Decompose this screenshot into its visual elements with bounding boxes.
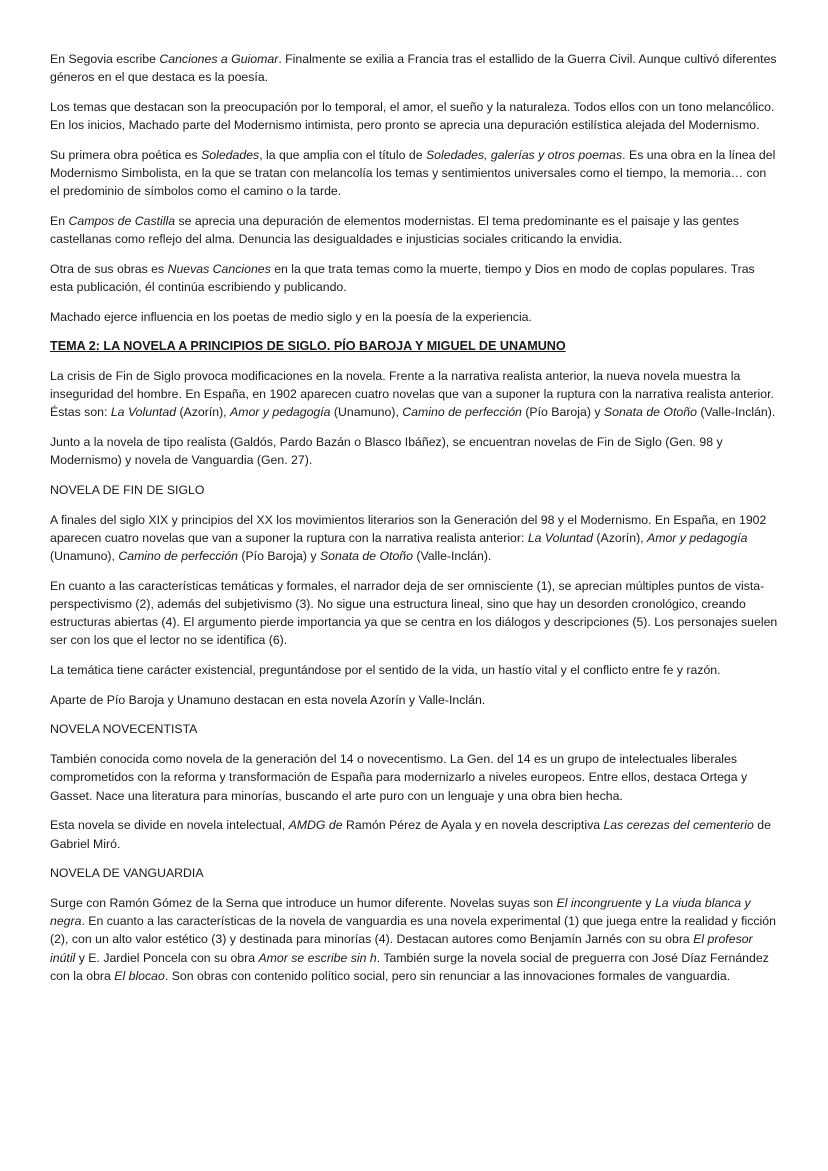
paragraph-campos-de-castilla: En Campos de Castilla se aprecia una depuración de elementos modernistas. El tema predominante es el paisaje y las gentes castellanas como reflejo del alma. Denuncia las desigualdades e injusticias sociales criticando la envidia. xyxy=(50,213,740,247)
subheading-novela-novecentista: NOVELA NOVECENTISTA xyxy=(50,722,198,737)
paragraph-generacion-14: También conocida como novela de la generación del 14 o novecentismo. La Gen. del 14 es un grupo de intelectuales liberales comprometidos con la reforma y transformación de España para modernizarlo a niveles europeos. Entre ellos, destaca Ortega y Gasset. Nace una literatura para minorías, buscando el arte puro con un lenguaje y una obra bien hecha. xyxy=(50,752,748,803)
paragraph-segovia: En Segovia escribe Canciones a Guiomar. Finalmente se exilia a Francia tras el estallido de la Guerra Civil. Aunque cultivó diferentes géneros en el que destaca es la poesía. xyxy=(50,52,777,85)
paragraph-vanguardia: Surge con Ramón Gómez de la Serna que introduce un humor diferente. Novelas suyas son El incongruente y La viuda blanca y negra. En cuanto a las características de la novela de vanguardia es una novela experimental (1) que juega entre la realidad y ficción (2), con un alto valor estético (3) y destinada para minorías (4). Destacan autores como Benjamín Jarnés con su obra El profesor inútil y E. Jardiel Poncela con su obra Amor se escribe sin h. También surge la novela social de preguerra con José Díaz Fernández con la obra El blocao. Son obras con contenido político social, pero sin renunciar a las innovaciones formales de vanguardia. xyxy=(50,895,776,983)
paragraph-nuevas-canciones: Otra de sus obras es Nuevas Canciones en la que trata temas como la muerte, tiempo y Dios en modo de coplas populares. Tras esta publicación, él continúa escribiendo y publicando. xyxy=(50,261,755,295)
paragraph-tematica: La temática tiene carácter existencial, preguntándose por el sentido de la vida, un hastío vital y el conflicto entre fe y razón. xyxy=(50,663,721,678)
paragraph-soledades: Su primera obra poética es Soledades, la que amplia con el título de Soledades, galerías y otros poemas. Es una obra en la línea del Modernismo Simbolista, en la que se tratan con melancolía los temas y sentimientos universales como el tiempo, la memoria… con el predominio de símbolos como el camino o la tarde. xyxy=(50,147,776,199)
paragraph-crisis-fin-de-siglo: La crisis de Fin de Siglo provoca modificaciones en la novela. Frente a la narrativa realista anterior, la nueva novela muestra la inseguridad del hombre. En España, en 1902 aparecen cuatro novelas que van a suponer la ruptura con la narrativa realista anterior. Éstas son: La Voluntad (Azorín), Amor y pedagogía (Unamuno), Camino de perfección (Pío Baroja) y Sonata de Otoño (Valle-Inclán). xyxy=(50,368,776,420)
subheading-novela-fin-de-siglo: NOVELA DE FIN DE SIGLO xyxy=(50,482,205,497)
paragraph-finales-siglo-xix: A finales del siglo XIX y principios del XX los movimientos literarios son la Generación del 98 y el Modernismo. En España, en 1902 aparecen cuatro novelas que van a suponer la ruptura con la narrativa realista anterior: La Voluntad (Azorín), Amor y pedagogía (Unamuno), Camino de perfección (Pío Baroja) y Sonata de Otoño (Valle-Inclán). xyxy=(50,512,767,564)
document-page xyxy=(50,50,778,996)
paragraph-temas: Los temas que destacan son la preocupación por lo temporal, el amor, el sueño y la naturaleza. Todos ellos con un tono melancólico. En los inicios, Machado parte del Modernismo intimista, pero pronto se aprecia una depuración estilística alejada del Modernismo. xyxy=(50,99,775,133)
paragraph-novela-intelectual: Esta novela se divide en novela intelectual, AMDG de Ramón Pérez de Ayala y en novela descriptiva Las cerezas del cementerio de Gabriel Miró. xyxy=(50,818,771,851)
paragraph-caracteristicas: En cuanto a las características temáticas y formales, el narrador deja de ser omnisciente (1), se aprecian múltiples puntos de vista-perspectivismo (2), además del subjetivismo (3). No sigue una estructura lineal, sino que hay un desorden cronológico, creando estructuras abiertas (4). El argumento pierde importancia ya que se centra en los diálogos y descripciones (5). Los personajes suelen ser con los que el lector no se identifica (6). xyxy=(50,578,778,648)
paragraph-autores-fin-de-siglo: Aparte de Pío Baroja y Unamuno destacan en esta novela Azorín y Valle-Inclán. xyxy=(50,692,486,707)
section-heading-tema-2: TEMA 2: LA NOVELA A PRINCIPIOS DE SIGLO. PÍO BAROJA Y MIGUEL DE UNAMUNO xyxy=(50,339,566,354)
paragraph-influencia: Machado ejerce influencia en los poetas de medio siglo y en la poesía de la experiencia. xyxy=(50,309,532,324)
subheading-novela-vanguardia: NOVELA DE VANGUARDIA xyxy=(50,866,204,881)
paragraph-novela-realista: Junto a la novela de tipo realista (Galdós, Pardo Bazán o Blasco Ibáñez), se encuentran novelas de Fin de Siglo (Gen. 98 y Modernismo) y novela de Vanguardia (Gen. 27). xyxy=(50,435,723,468)
